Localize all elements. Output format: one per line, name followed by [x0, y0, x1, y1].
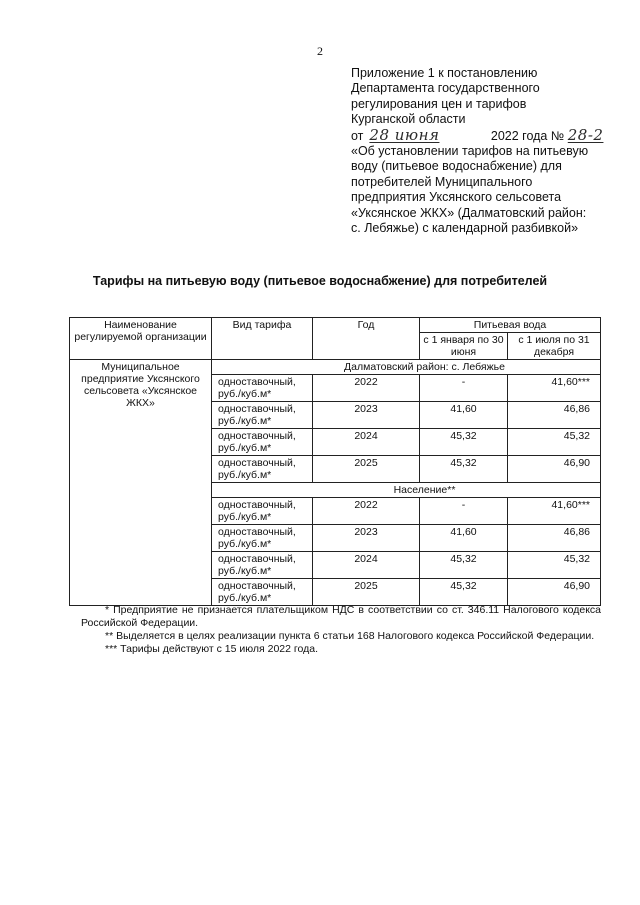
tariff-type: одноставочный, руб./куб.м*: [212, 579, 313, 606]
appendix-date-line: [351, 125, 611, 144]
appendix-title-line: «Уксянское ЖКХ» (Далматовский район:: [351, 205, 587, 220]
section-label: Далматовский район: с. Лебяжье: [212, 360, 601, 375]
year-cell: 2024: [313, 552, 420, 579]
value-period-2: 41,60***: [508, 375, 601, 402]
year-cell: 2023: [313, 525, 420, 552]
appendix-line: Приложение 1 к постановлению: [351, 66, 538, 80]
value-period-2: 45,32: [508, 429, 601, 456]
tariff-type: одноставочный, руб./куб.м*: [212, 456, 313, 483]
table-header-row: [70, 318, 601, 333]
value-period-1: 45,32: [420, 552, 508, 579]
year-cell: 2022: [313, 498, 420, 525]
header-type: Вид тарифа: [212, 318, 313, 360]
tariff-type: одноставочный, руб./куб.м*: [212, 525, 313, 552]
footnote-1: * Предприятие не признается плательщиком НДС в соответствии со ст. 346.11 Налогового кодекса Российской Федерации.: [81, 604, 601, 629]
footnote-3: *** Тарифы действуют с 15 июля 2022 года.: [105, 643, 318, 655]
year-text: 2022 года №: [490, 128, 565, 143]
value-period-2: 41,60***: [508, 498, 601, 525]
section-label: Население**: [212, 483, 601, 498]
value-period-1: 45,32: [420, 429, 508, 456]
year-cell: 2022: [313, 375, 420, 402]
appendix-block: [351, 66, 611, 236]
section-row: [70, 360, 601, 375]
appendix-title-line: с. Лебяжье) с календарной разбивкой»: [351, 221, 579, 236]
value-period-2: 45,32: [508, 552, 601, 579]
footnote-2: ** Выделяется в целях реализации пункта 6 статьи 168 Налогового кодекса Российской Федерации.: [105, 630, 595, 642]
tariff-type: одноставочный, руб./куб.м*: [212, 375, 313, 402]
handwritten-date: 28 июня: [369, 125, 440, 144]
appendix-title-line: «Об установлении тарифов на питьевую: [351, 144, 589, 159]
appendix-line: Курганской области: [351, 112, 466, 127]
value-period-1: -: [420, 375, 508, 402]
appendix-title-line: предприятия Уксянского сельсовета: [351, 190, 562, 205]
appendix-line: Департамента государственного: [351, 81, 540, 96]
table-title: Тарифы на питьевую воду (питьевое водоснабжение) для потребителей: [92, 274, 548, 288]
value-period-1: 45,32: [420, 579, 508, 606]
header-org: Наименование регулируемой организации: [70, 318, 212, 360]
from-prefix: от: [351, 128, 364, 143]
tariff-type: одноставочный, руб./куб.м*: [212, 498, 313, 525]
value-period-2: 46,86: [508, 402, 601, 429]
header-year: Год: [313, 318, 420, 360]
header-water: Питьевая вода: [420, 318, 601, 333]
appendix-title-line: потребителей Муниципального: [351, 174, 533, 189]
value-period-2: 46,86: [508, 525, 601, 552]
year-cell: 2023: [313, 402, 420, 429]
header-period-2: с 1 июля по 31 декабря: [508, 333, 601, 360]
tariffs-table: [69, 317, 601, 606]
footnotes: [81, 604, 601, 656]
value-period-1: 45,32: [420, 456, 508, 483]
appendix-line: регулирования цен и тарифов: [351, 96, 527, 111]
year-cell: 2024: [313, 429, 420, 456]
appendix-title-line: воду (питьевое водоснабжение) для: [351, 159, 562, 174]
organization-cell: Муниципальное предприятие Уксянского сельсовета «Уксянское ЖКХ»: [70, 360, 212, 606]
value-period-2: 46,90: [508, 456, 601, 483]
handwritten-number: 28-2: [567, 125, 604, 144]
tariff-type: одноставочный, руб./куб.м*: [212, 429, 313, 456]
value-period-1: -: [420, 498, 508, 525]
page-number: 2: [317, 44, 323, 58]
value-period-1: 41,60: [420, 402, 508, 429]
value-period-2: 46,90: [508, 579, 601, 606]
header-period-1: с 1 января по 30 июня: [420, 333, 508, 360]
tariff-type: одноставочный, руб./куб.м*: [212, 402, 313, 429]
tariff-type: одноставочный, руб./куб.м*: [212, 552, 313, 579]
year-cell: 2025: [313, 456, 420, 483]
year-cell: 2025: [313, 579, 420, 606]
value-period-1: 41,60: [420, 525, 508, 552]
